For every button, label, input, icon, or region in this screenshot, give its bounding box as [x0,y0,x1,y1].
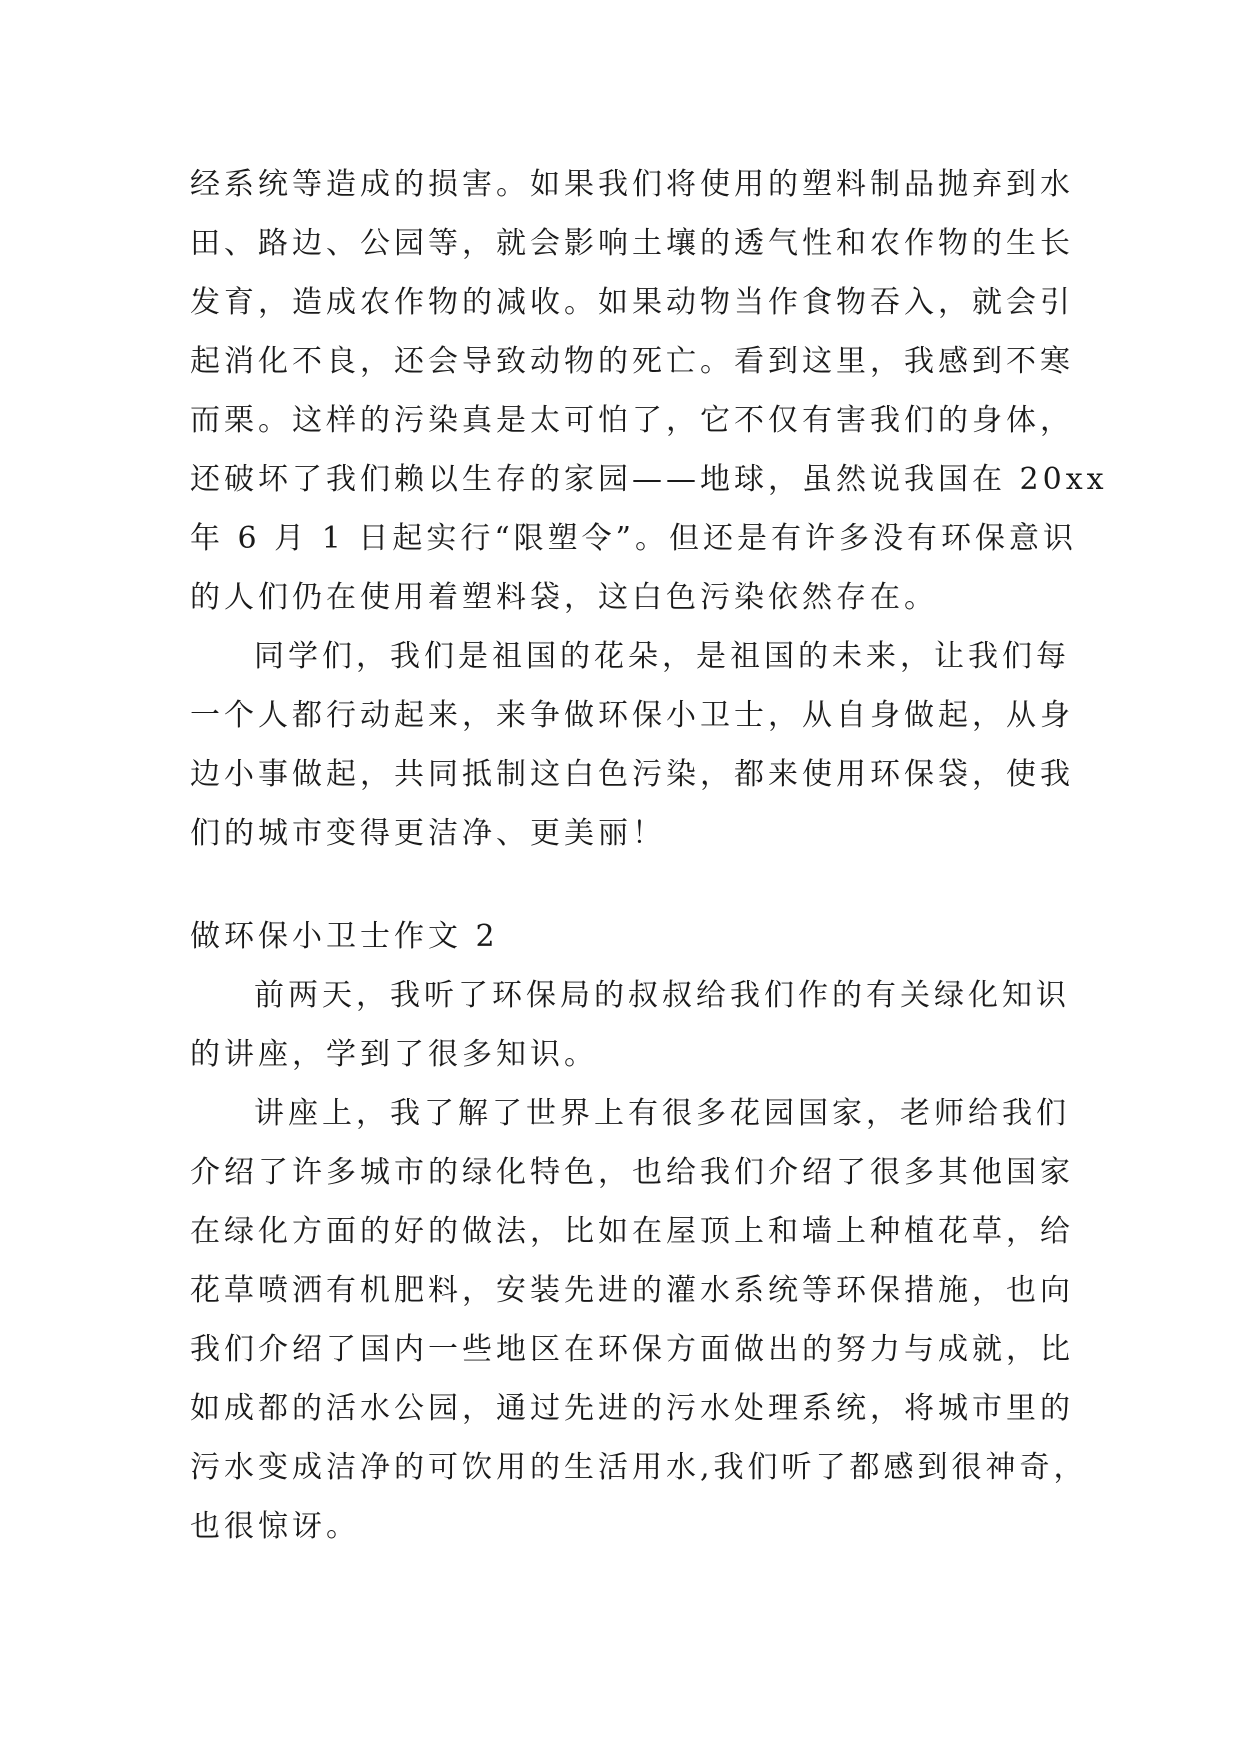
paragraph-line: 而栗。这样的污染真是太可怕了，它不仅有害我们的身体， [190,403,1074,438]
paragraph-line: 同学们，我们是祖国的花朵，是祖国的未来，让我们每 [254,639,1070,674]
paragraph-line: 起消化不良，还会导致动物的死亡。看到这里，我感到不寒 [190,344,1074,379]
paragraph-line: 花草喷洒有机肥料，安装先进的灌水系统等环保措施，也向 [190,1273,1074,1308]
paragraph-line: 污水变成洁净的可饮用的生活用水,我们听了都感到很神奇， [190,1450,1088,1485]
paragraph-line: 还破坏了我们赖以生存的家园——地球，虽然说我国在 20xx [190,462,1108,497]
paragraph-line: 边小事做起，共同抵制这白色污染，都来使用环保袋，使我 [190,757,1074,792]
paragraph-line: 的人们仍在使用着塑料袋，这白色污染依然存在。 [190,580,938,615]
section-heading: 做环保小卫士作文 2 [190,919,499,954]
paragraph-line: 也很惊讶。 [190,1509,360,1544]
paragraph-line: 田、路边、公园等，就会影响土壤的透气性和农作物的生长 [190,226,1074,261]
paragraph-line: 如成都的活水公园，通过先进的污水处理系统，将城市里的 [190,1391,1074,1426]
paragraph-line: 在绿化方面的好的做法，比如在屋顶上和墙上种植花草，给 [190,1214,1074,1249]
paragraph-line: 讲座上，我了解了世界上有很多花园国家，老师给我们 [254,1096,1070,1131]
paragraph-line: 们的城市变得更洁净、更美丽！ [190,816,666,851]
paragraph-line: 经系统等造成的损害。如果我们将使用的塑料制品抛弃到水 [190,167,1074,202]
paragraph-line: 一个人都行动起来，来争做环保小卫士，从自身做起，从身 [190,698,1074,733]
paragraph-line: 年 6 月 1 日起实行“限塑令”。但还是有许多没有环保意识 [190,521,1077,556]
paragraph-line: 我们介绍了国内一些地区在环保方面做出的努力与成就，比 [190,1332,1074,1367]
paragraph-line: 发育，造成农作物的减收。如果动物当作食物吞入，就会引 [190,285,1074,320]
paragraph-line: 的讲座，学到了很多知识。 [190,1037,598,1072]
paragraph-line: 前两天，我听了环保局的叔叔给我们作的有关绿化知识 [254,978,1070,1013]
paragraph-line: 介绍了许多城市的绿化特色，也给我们介绍了很多其他国家 [190,1155,1074,1190]
